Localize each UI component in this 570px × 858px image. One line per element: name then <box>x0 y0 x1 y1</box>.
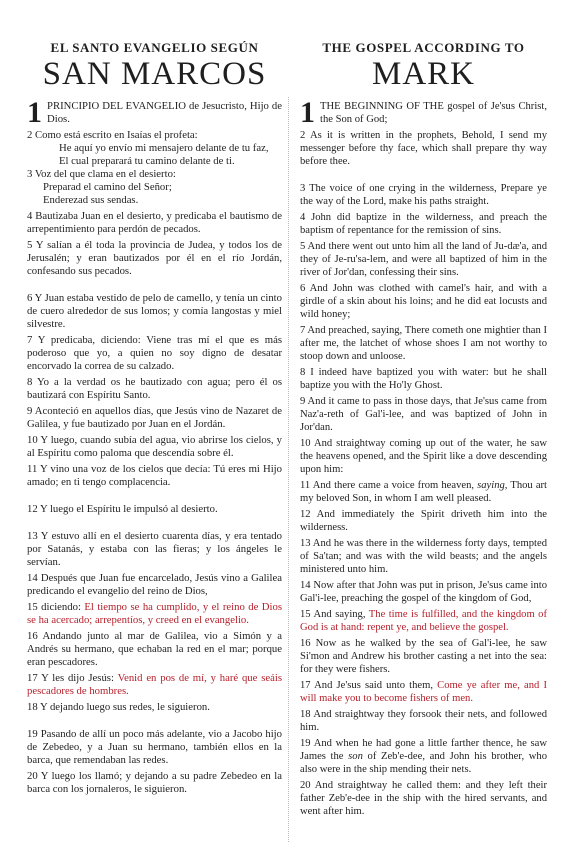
spanish-verse-20: 20 Y luego los llamó; y dejando a su padre Zebedeo en la barca con los jornaleros, le siguieron. <box>27 770 282 795</box>
english-verse-15: 15 And saying, The time is fulfilled, and the kingdom of God is at hand: repent ye, and believe the gospel. <box>300 609 547 633</box>
spanish-verse-16: 16 Andando junto al mar de Galilea, vio a Simón y a Andrés su hermano, que echaban la red en el mar; porque eran pescadores. <box>27 630 282 668</box>
spanish-text <box>27 96 282 799</box>
spanish-poetry-2: He aquí yo envío mi mensajero delante de tu faz, El cual preparará tu camino delante de ti. <box>59 142 269 167</box>
spanish-verse-1: 1 PRINCIPIO DEL EVANGELIO de Jesucristo, Hijo de Dios. <box>27 96 282 129</box>
spanish-subtitle: EL SANTO EVANGELIO SEGÚN <box>50 40 259 55</box>
english-verse-18: 18 And straightway they forsook their nets, and followed him. <box>300 709 547 733</box>
english-verse-5: 5 And there went out unto him all the land of Ju-dæ'a, and they of Je-ru'sa-lem, and were all baptized of him in the river of Jor'dan, confessing their sins. <box>300 241 547 278</box>
spanish-book-title: SAN MARCOS <box>42 56 267 92</box>
spanish-verse-14: 14 Después que Juan fue encarcelado, Jesús vino a Galilea predicando el evangelio del reino de Dios, <box>27 572 282 597</box>
spanish-verse-5: 5 Y salían a él toda la provincia de Judea, y todos los de Jerusalén; y eran bautizados por él en el río Jordán, confesando sus pecados. <box>27 239 282 277</box>
english-subtitle: THE GOSPEL ACCORDING TO <box>322 40 525 55</box>
spanish-verse-19: 19 Pasando de allí un poco más adelante, vio a Jacobo hijo de Zebedeo, y a Juan su hermano, también ellos en la barca, que remendaban las redes. <box>27 728 282 766</box>
english-text <box>300 96 547 821</box>
spanish-chapter-number: 1 <box>27 96 42 129</box>
english-verse-17: 17 And Je'sus said unto them, Come ye after me, and I will make you to become fishers of men. <box>300 680 547 704</box>
english-verse-19: 19 And when he had gone a little farther thence, he saw James the son of Zeb'e-dee, and John his brother, who also were in the ship mending their nets. <box>300 738 547 775</box>
english-verse-8: 8 I indeed have baptized you with water: but he shall baptize you with the Ho'ly Ghost. <box>300 367 547 391</box>
english-verse-6: 6 And John was clothed with camel's hair, and with a girdle of a skin about his loins; and he did eat locusts and wild honey; <box>300 283 547 320</box>
words-of-jesus: El tiempo se ha cumplido, y el reino de Dios se ha acercado; arrepentíos, y creed en el evangelio. <box>27 601 282 626</box>
spanish-verse-6: 6 Y Juan estaba vestido de pelo de camello, y tenía un cinto de cuero alrededor de sus lomos; y comía langostas y miel silvestre. <box>27 292 282 330</box>
english-verse-16: 16 Now as he walked by the sea of Gal'i-lee, he saw Si'mon and Andrew his brother casting a net into the sea: for they were fishers. <box>300 638 547 675</box>
spanish-verse-7: 7 Y predicaba, diciendo: Viene tras mí el que es más poderoso que yo, a quien no soy digno de desatar encorvado la correa de su calzado. <box>27 334 282 372</box>
english-verse-4: 4 John did baptize in the wilderness, and preach the baptism of repentance for the remission of sins. <box>300 212 547 236</box>
english-verse-14: 14 Now after that John was put in prison, Je'sus came into Gal'i-lee, preaching the gospel of the kingdom of God, <box>300 580 547 604</box>
spanish-verse-15: 15 diciendo: El tiempo se ha cumplido, y el reino de Dios se ha acercado; arrepentíos, y creed en el evangelio. <box>27 601 282 626</box>
words-of-jesus: Come ye after me, and I will make you to become fishers of men. <box>300 680 547 704</box>
spanish-verse-12: 12 Y luego el Espíritu le impulsó al desierto. <box>27 503 218 515</box>
english-verse-11: 11 And there came a voice from heaven, saying, Thou art my beloved Son, in whom I am well pleased. <box>300 480 547 504</box>
spanish-verse-8: 8 Yo a la verdad os he bautizado con agua; pero él os bautizará con Espíritu Santo. <box>27 376 282 401</box>
english-verse-3: 3 The voice of one crying in the wilderness, Prepare ye the way of the Lord, make his paths straight. <box>300 183 547 207</box>
english-verse-1: 1 THE BEGINNING OF THE gospel of Je'sus Christ, the Son of God; <box>300 96 547 129</box>
english-verse-9: 9 And it came to pass in those days, that Je'sus came from Naz'a-reth of Gal'i-lee, and was baptized of John in Jor'dan. <box>300 396 547 433</box>
english-book-title: MARK <box>371 56 476 92</box>
column-divider <box>288 97 289 842</box>
english-chapter-number: 1 <box>300 96 315 129</box>
words-of-jesus: Venid en pos de mí, y haré que seáis pescadores de hombres. <box>27 672 282 697</box>
english-verse-2: 2 As it is written in the prophets, Behold, I send my messenger before thy face, which shall prepare thy way before thee. <box>300 130 547 167</box>
spanish-verse-2: 2 Como está escrito en Isaías el profeta: <box>27 129 198 141</box>
english-verse-20: 20 And straightway he called them: and they left their father Zeb'e-dee in the ship with the hired servants, and went after him. <box>300 780 547 817</box>
spanish-verse-18: 18 Y dejando luego sus redes, le siguieron. <box>27 701 210 713</box>
english-verse-13: 13 And he was there in the wilderness forty days, tempted of Sa'tan; and was with the wild beasts; and the angels ministered unto him. <box>300 538 547 575</box>
spanish-verse-9: 9 Aconteció en aquellos días, que Jesús vino de Nazaret de Galilea, y fue bautizado por Juan en el Jordán. <box>27 405 282 430</box>
spanish-verse-17: 17 Y les dijo Jesús: Venid en pos de mí, y haré que seáis pescadores de hombres. <box>27 672 282 697</box>
english-verse-7: 7 And preached, saying, There cometh one mightier than I after me, the latchet of whose shoes I am not worthy to stoop down and unloose. <box>300 325 547 362</box>
english-verse-12: 12 And immediately the Spirit driveth him into the wilderness. <box>300 509 547 533</box>
spanish-verse-10: 10 Y luego, cuando subía del agua, vio abrirse los cielos, y al Espíritu como paloma que descendía sobre él. <box>27 434 282 459</box>
spanish-verse-4: 4 Bautizaba Juan en el desierto, y predicaba el bautismo de arrepentimiento para perdón de pecados. <box>27 210 282 235</box>
spanish-verse-11: 11 Y vino una voz de los cielos que decía: Tú eres mi Hijo amado; en ti tengo complacencia. <box>27 463 282 488</box>
words-of-jesus: The time is fulfilled, and the kingdom of God is at hand: repent ye, and believe the gospel. <box>300 609 547 633</box>
english-verse-10: 10 And straightway coming up out of the water, he saw the heavens opened, and the Spirit like a dove descending upon him: <box>300 438 547 475</box>
spanish-verse-13: 13 Y estuvo allí en el desierto cuarenta días, y era tentado por Satanás, y estaba con las fieras; y los ángeles le servían. <box>27 530 282 568</box>
spanish-verse-3: 3 Voz del que clama en el desierto: Preparad el camino del Señor; Enderezad sus sendas. <box>27 168 176 206</box>
